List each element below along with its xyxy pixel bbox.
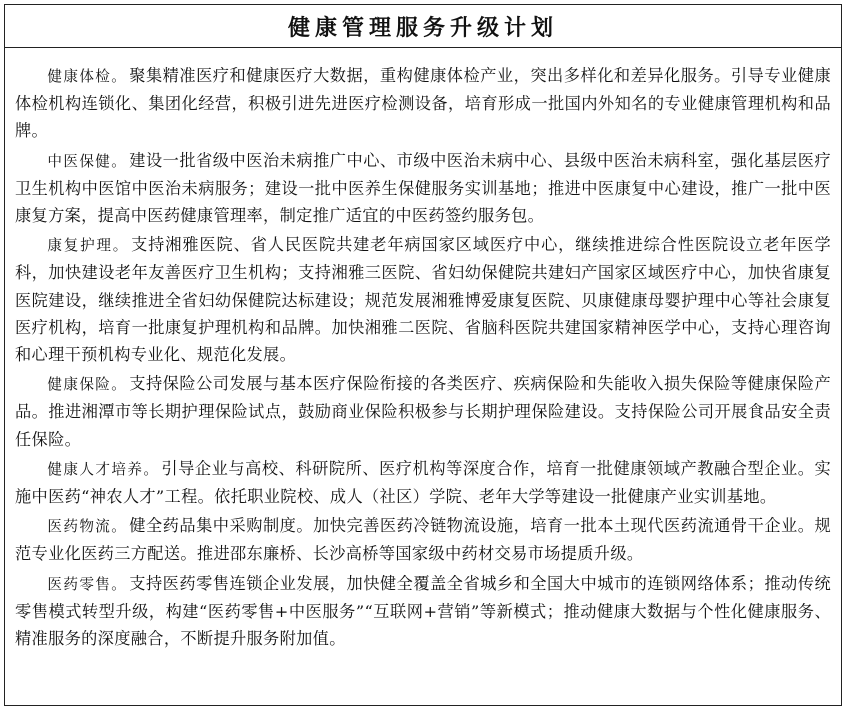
section-label: 中医保健。 (47, 152, 128, 170)
document-frame (4, 4, 842, 706)
title-bar (5, 5, 841, 48)
section-label: 健康保险。 (47, 376, 128, 394)
section-text: 支持医药零售连锁企业发展，加快健全覆盖全省城乡和全国大中城市的连锁网络体系；推动传统零售模式转型升级，构建“医药零售+中医服务”“互联网+营销”等新模式；推动健康大数据与个性化健康服务、精准服务的深度融合，不断提升服务附加值。 (15, 573, 831, 649)
section-physical-exam (15, 62, 831, 145)
section-pharma-logistics (15, 512, 831, 567)
section-tcm-care (15, 147, 831, 230)
section-pharma-retail (15, 570, 831, 653)
section-label: 康复护理。 (47, 237, 130, 255)
section-rehab-nursing (15, 231, 831, 368)
document-title: 健康管理服务升级计划 (287, 15, 558, 41)
section-text: 支持保险公司发展与基本医疗保险衔接的各类医疗、疾病保险和失能收入损失保险等健康保险产品。推进湘潭市等长期护理保险试点，鼓励商业保险积极参与长期护理保险建设。支持保险公司开展食品安全责任保险。 (15, 374, 831, 449)
section-health-insurance (15, 370, 831, 453)
section-text: 支持湘雅医院、省人民医院共建老年病国家区域医疗中心，继续推进综合性医院设立老年医学科，加快建设老年友善医疗卫生机构；支持湘雅三医院、省妇幼保健院共建妇产国家区域医疗中心，加快省康复医院建设，继续推进全省妇幼保健院达标建设；规范发展湘雅博爱康复医院、贝康健康母婴护理中心等社会康复医疗机构，培育一批康复护理机构和品牌。加快湘雅二医院、省脑科医院共建国家精神医学中心，支持心理咨询和心理干预机构专业化、规范化发展。 (15, 235, 831, 365)
section-text: 聚集精准医疗和健康医疗大数据，重构健康体检产业，突出多样化和差异化服务。引导专业健康体检机构连锁化、集团化经营，积极引进先进医疗检测设备，培育形成一批国内外知名的专业健康管理机构和品牌。 (15, 66, 831, 141)
section-label: 健康人才培养。 (47, 460, 160, 478)
document-body (5, 48, 841, 652)
section-label: 健康体检。 (47, 68, 128, 85)
section-text: 健全药品集中采购制度。加快完善医药冷链物流设施，培育一批本土现代医药流通骨干企业。规范专业化医药三方配送。推进邵东廉桥、长沙高桥等国家级中药材交易市场提质升级。 (15, 516, 831, 564)
section-talent-training (15, 455, 831, 510)
section-text: 建设一批省级中医治未病推广中心、市级中医治未病中心、县级中医治未病科室，强化基层医疗卫生机构中医馆中医治未病服务；建设一批中医养生保健服务实训基地；推进中医康复中心建设，推广一批中医康复方案，提高中医药健康管理率，制定推广适宜的中医药签约服务包。 (15, 150, 831, 226)
section-label: 医药零售。 (47, 575, 128, 593)
section-text: 引导企业与高校、科研院所、医疗机构等深度合作，培育一批健康领域产教融合型企业。实施中医药“神农人才”工程。依托职业院校、成人（社区）学院、老年大学等建设一批健康产业实训基地。 (15, 458, 831, 507)
section-label: 医药物流。 (47, 518, 128, 536)
